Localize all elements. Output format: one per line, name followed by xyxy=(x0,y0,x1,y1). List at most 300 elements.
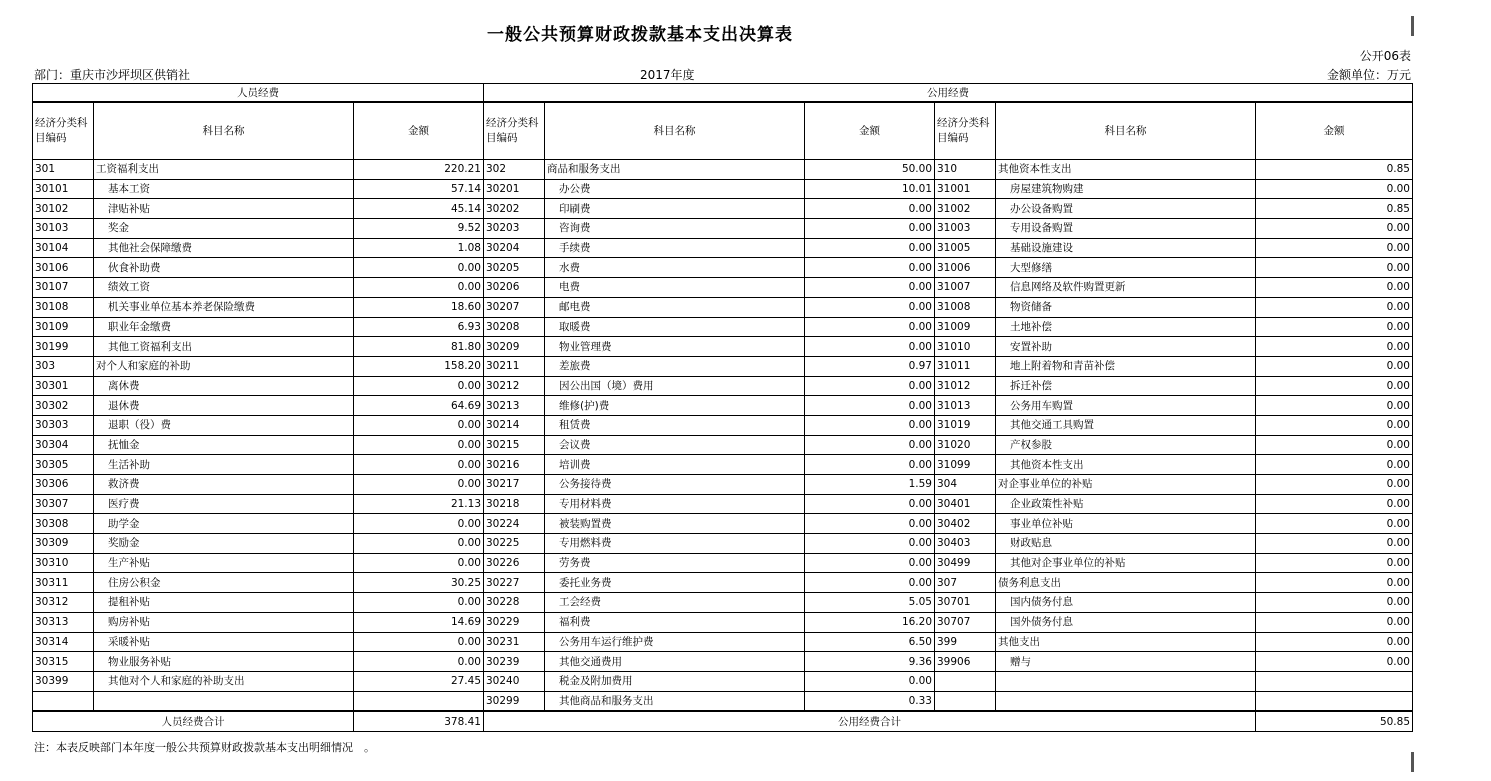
cell-amount: 0.00 xyxy=(1256,258,1413,278)
cell-code: 30104 xyxy=(33,238,94,258)
cell-name: 购房补贴 xyxy=(94,612,354,632)
table-row xyxy=(33,199,1413,219)
cell-name xyxy=(94,691,354,711)
cell-name: 地上附着物和青苗补偿 xyxy=(996,356,1256,376)
cell-code: 30707 xyxy=(935,612,996,632)
table-row xyxy=(33,317,1413,337)
cell-amount: 0.00 xyxy=(1256,455,1413,475)
cell-name xyxy=(996,691,1256,711)
cell-amount xyxy=(354,691,484,711)
cell-amount: 0.00 xyxy=(1256,494,1413,514)
cell-amount: 0.00 xyxy=(1256,475,1413,495)
cell-name: 对个人和家庭的补助 xyxy=(94,356,354,376)
cell-code: 30201 xyxy=(484,179,545,199)
cell-name: 邮电费 xyxy=(545,297,805,317)
cell-amount: 21.13 xyxy=(354,494,484,514)
cell-amount: 0.00 xyxy=(805,199,935,219)
cell-amount xyxy=(1256,671,1413,691)
cell-code: 30224 xyxy=(484,514,545,534)
cell-amount: 0.00 xyxy=(354,632,484,652)
cell-amount: 0.00 xyxy=(354,376,484,396)
cell-name: 基本工资 xyxy=(94,179,354,199)
cell-code: 30310 xyxy=(33,553,94,573)
cell-name: 国外债务付息 xyxy=(996,612,1256,632)
cell-name: 商品和服务支出 xyxy=(545,160,805,180)
col-code: 经济分类科目编码 xyxy=(484,102,545,160)
cell-name: 印刷费 xyxy=(545,199,805,219)
cell-amount: 0.00 xyxy=(1256,612,1413,632)
cell-amount: 0.00 xyxy=(1256,573,1413,593)
cell-amount: 1.59 xyxy=(805,475,935,495)
cell-code: 30401 xyxy=(935,494,996,514)
cell-amount: 0.85 xyxy=(1256,160,1413,180)
cell-name: 会议费 xyxy=(545,435,805,455)
cell-code: 310 xyxy=(935,160,996,180)
cell-amount: 0.00 xyxy=(354,652,484,672)
public-total-label: 公用经费合计 xyxy=(484,711,1256,731)
cell-code: 30314 xyxy=(33,632,94,652)
cell-name: 其他支出 xyxy=(996,632,1256,652)
cell-code: 31012 xyxy=(935,376,996,396)
cell-name: 事业单位补贴 xyxy=(996,514,1256,534)
fiscal-year: 2017年度 xyxy=(640,68,695,82)
cell-amount: 0.00 xyxy=(805,455,935,475)
cell-code: 30218 xyxy=(484,494,545,514)
cell-name: 津贴补贴 xyxy=(94,199,354,219)
cell-name: 物业服务补贴 xyxy=(94,652,354,672)
cell-name: 救济费 xyxy=(94,475,354,495)
cell-code: 31003 xyxy=(935,219,996,239)
cell-code: 30202 xyxy=(484,199,545,219)
col-code: 经济分类科目编码 xyxy=(935,102,996,160)
cell-code: 30304 xyxy=(33,435,94,455)
cell-code: 31007 xyxy=(935,278,996,298)
cell-code: 30216 xyxy=(484,455,545,475)
cell-amount: 0.00 xyxy=(1256,238,1413,258)
cell-code: 30240 xyxy=(484,671,545,691)
table-row xyxy=(33,494,1413,514)
cell-code: 30403 xyxy=(935,534,996,554)
cell-code: 30313 xyxy=(33,612,94,632)
table-row xyxy=(33,258,1413,278)
cell-amount: 0.00 xyxy=(354,455,484,475)
cell-code: 30308 xyxy=(33,514,94,534)
cell-amount: 0.00 xyxy=(1256,297,1413,317)
cell-code: 304 xyxy=(935,475,996,495)
cell-name: 职业年金缴费 xyxy=(94,317,354,337)
cell-name: 被装购置费 xyxy=(545,514,805,534)
cell-name: 住房公积金 xyxy=(94,573,354,593)
cell-name: 医疗费 xyxy=(94,494,354,514)
cell-code: 31002 xyxy=(935,199,996,219)
cell-code: 30309 xyxy=(33,534,94,554)
cell-name: 对企事业单位的补贴 xyxy=(996,475,1256,495)
cell-name: 奖金 xyxy=(94,219,354,239)
cell-amount: 0.00 xyxy=(805,297,935,317)
cell-code: 30299 xyxy=(484,691,545,711)
cell-name: 取暖费 xyxy=(545,317,805,337)
col-amount: 金额 xyxy=(354,102,484,160)
cell-code: 30214 xyxy=(484,415,545,435)
cell-code: 30215 xyxy=(484,435,545,455)
table-row xyxy=(33,593,1413,613)
table-row xyxy=(33,652,1413,672)
cell-amount: 27.45 xyxy=(354,671,484,691)
cell-code: 30227 xyxy=(484,573,545,593)
cell-code: 31019 xyxy=(935,415,996,435)
cell-code: 30106 xyxy=(33,258,94,278)
cell-code xyxy=(935,691,996,711)
cell-amount: 0.00 xyxy=(354,475,484,495)
cell-code: 30207 xyxy=(484,297,545,317)
department-label: 部门：重庆市沙坪坝区供销社 xyxy=(34,68,191,82)
cell-amount: 0.00 xyxy=(1256,396,1413,416)
right-edge-mark xyxy=(1411,752,1414,772)
group-header-row xyxy=(33,84,1413,103)
cell-code: 30213 xyxy=(484,396,545,416)
cell-name: 公务接待费 xyxy=(545,475,805,495)
cell-amount: 0.00 xyxy=(805,376,935,396)
cell-amount: 5.05 xyxy=(805,593,935,613)
cell-name: 培训费 xyxy=(545,455,805,475)
col-name: 科目名称 xyxy=(545,102,805,160)
cell-name: 手续费 xyxy=(545,238,805,258)
cell-amount: 6.50 xyxy=(805,632,935,652)
cell-code: 30103 xyxy=(33,219,94,239)
table-row xyxy=(33,160,1413,180)
cell-code: 31006 xyxy=(935,258,996,278)
table-row xyxy=(33,297,1413,317)
cell-name: 助学金 xyxy=(94,514,354,534)
public-total-amount: 50.85 xyxy=(1256,711,1413,731)
cell-code: 30108 xyxy=(33,297,94,317)
cell-code: 31099 xyxy=(935,455,996,475)
cell-name: 工会经费 xyxy=(545,593,805,613)
col-code: 经济分类科目编码 xyxy=(33,102,94,160)
cell-amount: 0.00 xyxy=(805,514,935,534)
cell-name: 大型修缮 xyxy=(996,258,1256,278)
cell-amount: 0.00 xyxy=(805,278,935,298)
cell-code: 30203 xyxy=(484,219,545,239)
cell-name: 国内债务付息 xyxy=(996,593,1256,613)
cell-code: 30206 xyxy=(484,278,545,298)
cell-amount: 0.00 xyxy=(805,396,935,416)
cell-code: 30101 xyxy=(33,179,94,199)
amount-unit: 金额单位：万元 xyxy=(1326,68,1411,82)
cell-code xyxy=(935,671,996,691)
cell-amount xyxy=(1256,691,1413,711)
cell-amount: 0.00 xyxy=(354,534,484,554)
cell-name: 专用材料费 xyxy=(545,494,805,514)
cell-name: 其他对企事业单位的补贴 xyxy=(996,553,1256,573)
cell-name: 办公费 xyxy=(545,179,805,199)
cell-code: 30208 xyxy=(484,317,545,337)
cell-code xyxy=(33,691,94,711)
right-edge-mark xyxy=(1411,16,1414,36)
cell-code: 31010 xyxy=(935,337,996,357)
cell-code: 31008 xyxy=(935,297,996,317)
cell-amount: 0.85 xyxy=(1256,199,1413,219)
cell-code: 30209 xyxy=(484,337,545,357)
cell-amount: 0.00 xyxy=(805,573,935,593)
cell-code: 30701 xyxy=(935,593,996,613)
cell-code: 30107 xyxy=(33,278,94,298)
cell-name: 其他工资福利支出 xyxy=(94,337,354,357)
cell-amount: 0.00 xyxy=(805,337,935,357)
cell-amount: 0.33 xyxy=(805,691,935,711)
table-row xyxy=(33,455,1413,475)
cell-name: 企业政策性补贴 xyxy=(996,494,1256,514)
cell-name: 公务用车运行维护费 xyxy=(545,632,805,652)
form-number: 公开06表 xyxy=(1359,49,1411,63)
cell-amount: 45.14 xyxy=(354,199,484,219)
cell-name: 退职（役）费 xyxy=(94,415,354,435)
cell-code: 30499 xyxy=(935,553,996,573)
cell-name: 基础设施建设 xyxy=(996,238,1256,258)
cell-name: 物资储备 xyxy=(996,297,1256,317)
cell-name: 办公设备购置 xyxy=(996,199,1256,219)
cell-code: 31013 xyxy=(935,396,996,416)
cell-name: 奖励金 xyxy=(94,534,354,554)
table-row xyxy=(33,435,1413,455)
cell-amount: 18.60 xyxy=(354,297,484,317)
cell-name: 绩效工资 xyxy=(94,278,354,298)
table-row xyxy=(33,612,1413,632)
footnote: 注：本表反映部门本年度一般公共预算财政拨款基本支出明细情况 。 xyxy=(34,741,375,754)
cell-amount: 0.00 xyxy=(1256,337,1413,357)
table-row xyxy=(33,475,1413,495)
cell-amount: 0.00 xyxy=(1256,278,1413,298)
cell-code: 30305 xyxy=(33,455,94,475)
cell-code: 30312 xyxy=(33,593,94,613)
page-title: 一般公共预算财政拨款基本支出决算表 xyxy=(487,25,793,45)
cell-name: 工资福利支出 xyxy=(94,160,354,180)
cell-name: 委托业务费 xyxy=(545,573,805,593)
cell-amount: 81.80 xyxy=(354,337,484,357)
col-name: 科目名称 xyxy=(94,102,354,160)
cell-name: 咨询费 xyxy=(545,219,805,239)
col-amount: 金额 xyxy=(805,102,935,160)
table-row xyxy=(33,219,1413,239)
cell-name: 债务利息支出 xyxy=(996,573,1256,593)
cell-code: 399 xyxy=(935,632,996,652)
cell-name: 其他商品和服务支出 xyxy=(545,691,805,711)
table-row xyxy=(33,573,1413,593)
expenditure-table xyxy=(32,83,1413,732)
cell-name: 安置补助 xyxy=(996,337,1256,357)
cell-name: 拆迁补偿 xyxy=(996,376,1256,396)
cell-code: 39906 xyxy=(935,652,996,672)
table-row xyxy=(33,238,1413,258)
cell-name: 专用设备购置 xyxy=(996,219,1256,239)
cell-amount: 0.00 xyxy=(354,514,484,534)
cell-amount: 0.00 xyxy=(1256,553,1413,573)
cell-amount: 64.69 xyxy=(354,396,484,416)
cell-code: 31011 xyxy=(935,356,996,376)
table-row xyxy=(33,278,1413,298)
cell-amount: 0.00 xyxy=(1256,317,1413,337)
cell-name: 福利费 xyxy=(545,612,805,632)
cell-code: 31020 xyxy=(935,435,996,455)
personnel-total-label: 人员经费合计 xyxy=(33,711,354,731)
cell-name: 其他对个人和家庭的补助支出 xyxy=(94,671,354,691)
table-row xyxy=(33,553,1413,573)
cell-amount: 0.00 xyxy=(354,553,484,573)
table-row xyxy=(33,632,1413,652)
group-personnel: 人员经费 xyxy=(33,84,484,103)
cell-amount: 0.00 xyxy=(1256,415,1413,435)
table-row xyxy=(33,671,1413,691)
cell-name: 因公出国（境）费用 xyxy=(545,376,805,396)
cell-code: 30231 xyxy=(484,632,545,652)
cell-amount: 0.00 xyxy=(1256,514,1413,534)
cell-code: 307 xyxy=(935,573,996,593)
cell-amount: 0.00 xyxy=(354,593,484,613)
cell-amount: 0.00 xyxy=(354,258,484,278)
table-row xyxy=(33,396,1413,416)
cell-name: 房屋建筑物购建 xyxy=(996,179,1256,199)
group-public: 公用经费 xyxy=(484,84,1413,103)
cell-amount: 50.00 xyxy=(805,160,935,180)
cell-amount: 0.00 xyxy=(805,219,935,239)
cell-code: 30315 xyxy=(33,652,94,672)
cell-code: 30109 xyxy=(33,317,94,337)
cell-code: 30217 xyxy=(484,475,545,495)
cell-name: 产权参股 xyxy=(996,435,1256,455)
cell-amount: 0.00 xyxy=(354,435,484,455)
cell-name xyxy=(996,671,1256,691)
cell-name: 水费 xyxy=(545,258,805,278)
cell-amount: 16.20 xyxy=(805,612,935,632)
cell-name: 生活补助 xyxy=(94,455,354,475)
cell-name: 电费 xyxy=(545,278,805,298)
table-row xyxy=(33,337,1413,357)
cell-name: 租赁费 xyxy=(545,415,805,435)
cell-code: 30199 xyxy=(33,337,94,357)
cell-name: 机关事业单位基本养老保险缴费 xyxy=(94,297,354,317)
cell-amount: 6.93 xyxy=(354,317,484,337)
cell-amount: 0.00 xyxy=(1256,652,1413,672)
table-row xyxy=(33,376,1413,396)
cell-code: 30226 xyxy=(484,553,545,573)
cell-code: 303 xyxy=(33,356,94,376)
cell-code: 30402 xyxy=(935,514,996,534)
column-header-row xyxy=(33,102,1413,160)
cell-code: 30311 xyxy=(33,573,94,593)
cell-code: 30228 xyxy=(484,593,545,613)
cell-name: 财政贴息 xyxy=(996,534,1256,554)
cell-amount: 0.00 xyxy=(805,415,935,435)
cell-name: 物业管理费 xyxy=(545,337,805,357)
cell-code: 30239 xyxy=(484,652,545,672)
cell-code: 30303 xyxy=(33,415,94,435)
cell-amount: 0.00 xyxy=(805,671,935,691)
cell-amount: 0.00 xyxy=(1256,219,1413,239)
cell-name: 提租补贴 xyxy=(94,593,354,613)
cell-amount: 0.00 xyxy=(1256,632,1413,652)
cell-amount: 0.00 xyxy=(1256,593,1413,613)
cell-amount: 0.97 xyxy=(805,356,935,376)
col-amount: 金额 xyxy=(1256,102,1413,160)
cell-name: 退休费 xyxy=(94,396,354,416)
cell-name: 生产补贴 xyxy=(94,553,354,573)
cell-amount: 0.00 xyxy=(805,534,935,554)
cell-name: 专用燃料费 xyxy=(545,534,805,554)
cell-amount: 0.00 xyxy=(1256,534,1413,554)
cell-name: 信息网络及软件购置更新 xyxy=(996,278,1256,298)
totals-row xyxy=(33,711,1413,731)
cell-name: 其他资本性支出 xyxy=(996,160,1256,180)
cell-code: 30205 xyxy=(484,258,545,278)
cell-name: 其他资本性支出 xyxy=(996,455,1256,475)
cell-code: 31009 xyxy=(935,317,996,337)
cell-name: 离休费 xyxy=(94,376,354,396)
cell-amount: 0.00 xyxy=(354,278,484,298)
cell-name: 采暖补贴 xyxy=(94,632,354,652)
cell-code: 30225 xyxy=(484,534,545,554)
cell-amount: 30.25 xyxy=(354,573,484,593)
cell-name: 土地补偿 xyxy=(996,317,1256,337)
cell-amount: 0.00 xyxy=(805,494,935,514)
cell-name: 抚恤金 xyxy=(94,435,354,455)
cell-name: 赠与 xyxy=(996,652,1256,672)
cell-amount: 0.00 xyxy=(805,258,935,278)
cell-code: 302 xyxy=(484,160,545,180)
table-row xyxy=(33,415,1413,435)
cell-amount: 0.00 xyxy=(805,435,935,455)
cell-amount: 1.08 xyxy=(354,238,484,258)
cell-code: 31001 xyxy=(935,179,996,199)
cell-code: 30306 xyxy=(33,475,94,495)
table-row xyxy=(33,514,1413,534)
cell-code: 30204 xyxy=(484,238,545,258)
cell-name: 劳务费 xyxy=(545,553,805,573)
cell-code: 30301 xyxy=(33,376,94,396)
cell-code: 30399 xyxy=(33,671,94,691)
cell-amount: 57.14 xyxy=(354,179,484,199)
table-row xyxy=(33,534,1413,554)
table-row xyxy=(33,356,1413,376)
cell-amount: 14.69 xyxy=(354,612,484,632)
cell-name: 其他交通费用 xyxy=(545,652,805,672)
cell-amount: 0.00 xyxy=(1256,376,1413,396)
cell-name: 其他社会保障缴费 xyxy=(94,238,354,258)
cell-amount: 0.00 xyxy=(354,415,484,435)
cell-code: 30212 xyxy=(484,376,545,396)
cell-name: 公务用车购置 xyxy=(996,396,1256,416)
table-row xyxy=(33,691,1413,711)
cell-code: 30229 xyxy=(484,612,545,632)
cell-code: 30302 xyxy=(33,396,94,416)
cell-name: 差旅费 xyxy=(545,356,805,376)
cell-amount: 158.20 xyxy=(354,356,484,376)
cell-amount: 9.52 xyxy=(354,219,484,239)
cell-amount: 9.36 xyxy=(805,652,935,672)
cell-amount: 220.21 xyxy=(354,160,484,180)
cell-amount: 0.00 xyxy=(805,317,935,337)
cell-amount: 0.00 xyxy=(805,553,935,573)
cell-code: 31005 xyxy=(935,238,996,258)
cell-amount: 10.01 xyxy=(805,179,935,199)
cell-name: 其他交通工具购置 xyxy=(996,415,1256,435)
cell-name: 税金及附加费用 xyxy=(545,671,805,691)
cell-code: 301 xyxy=(33,160,94,180)
cell-amount: 0.00 xyxy=(1256,179,1413,199)
cell-code: 30307 xyxy=(33,494,94,514)
cell-name: 维修(护)费 xyxy=(545,396,805,416)
cell-code: 30211 xyxy=(484,356,545,376)
cell-name: 伙食补助费 xyxy=(94,258,354,278)
